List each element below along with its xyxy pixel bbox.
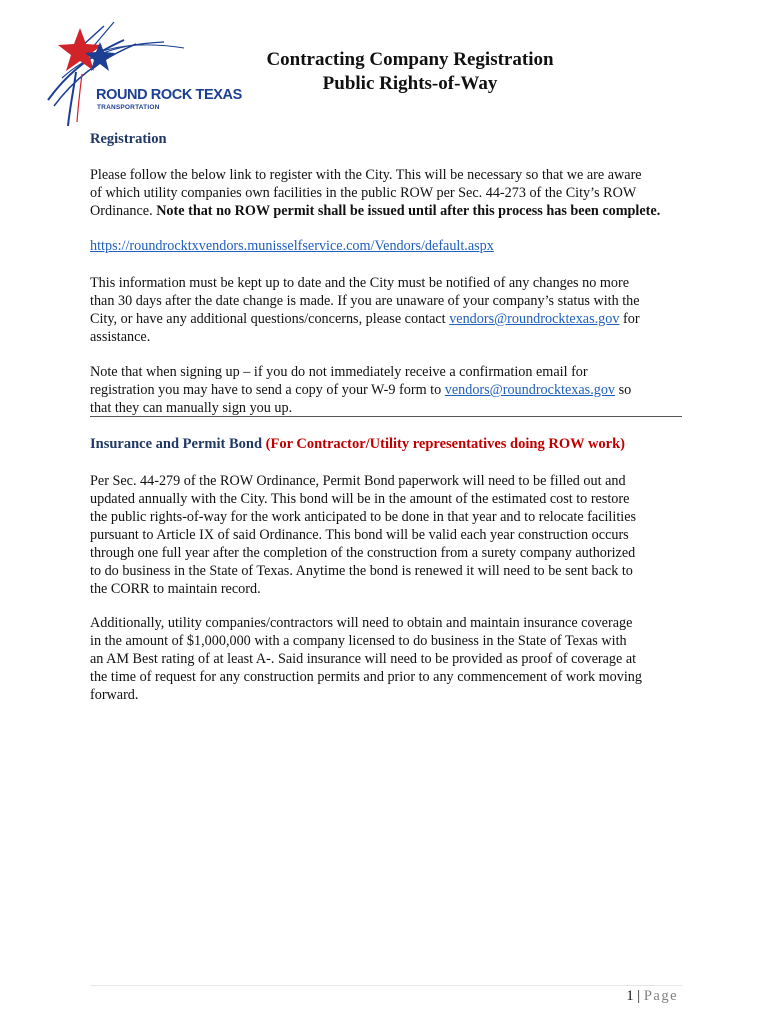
- page-title: Contracting Company Registration: [266, 49, 554, 70]
- text-line: Note that when signing up – if you do not immediately receive a confirmation email for: [90, 364, 588, 380]
- text-span: for: [619, 311, 640, 327]
- page-footer: [626, 988, 678, 1005]
- text-line: This information must be kept up to date and the City must be notified of any changes no more: [90, 275, 630, 291]
- vendors-email-link[interactable]: vendors@roundrocktexas.gov: [444, 382, 616, 398]
- page-number: 1: [626, 988, 634, 1004]
- registration-paragraph-1: [90, 166, 682, 220]
- text-line: updated annually with the City. This bond will be in the amount of the estimated cost to restore: [90, 491, 630, 507]
- page-label: Page: [643, 988, 678, 1004]
- registration-link-paragraph: [90, 237, 682, 255]
- text-line: pursuant to Article IX of said Ordinance. This bond will be valid each year construction occurs: [90, 527, 629, 543]
- text-line: of which utility companies own facilities in the public ROW per Sec. 44-273 of the City’s ROW: [90, 185, 637, 201]
- insurance-paragraph-2: [90, 614, 682, 704]
- text-span: so: [615, 382, 632, 398]
- registration-paragraph-2: [90, 274, 682, 346]
- insurance-heading-text: Insurance and Permit Bond: [90, 436, 263, 452]
- text-line: the CORR to maintain record.: [90, 581, 261, 597]
- vendor-registration-link[interactable]: https://roundrocktxvendors.munisselfservice.com/Vendors/default.aspx: [90, 238, 494, 254]
- star-swoosh-icon: [44, 18, 244, 130]
- text-line: than 30 days after the date change is made. If you are unaware of your company’s status with the: [90, 293, 640, 309]
- text-span: registration you may have to send a copy of your W-9 form to: [90, 382, 445, 398]
- section-divider: [90, 416, 682, 417]
- permit-notice: Note that no ROW permit shall be issued until after this process has been complete.: [156, 203, 661, 219]
- text-line: to do business in the State of Texas. Anytime the bond is renewed it will need to be sent back to: [90, 563, 633, 579]
- logo-wordmark: ROUND ROCK TEXAS: [96, 87, 242, 103]
- insurance-heading-note: (For Contractor/Utility representatives doing ROW work): [262, 436, 626, 452]
- insurance-heading: [90, 436, 625, 453]
- text-line: assistance.: [90, 329, 151, 345]
- text-line: Additionally, utility companies/contractors will need to obtain and maintain insurance coverage: [90, 615, 633, 631]
- footer-divider: [90, 985, 682, 986]
- vendors-email-link[interactable]: vendors@roundrocktexas.gov: [449, 311, 620, 327]
- text-span: Ordinance.: [90, 203, 157, 219]
- page-separator: |: [633, 988, 644, 1004]
- text-line: the time of request for any construction permits and prior to any commencement of work moving: [90, 669, 642, 685]
- round-rock-logo: [44, 18, 244, 130]
- logo-subtitle: TRANSPORTATION: [97, 104, 160, 111]
- text-line: [90, 310, 682, 328]
- registration-paragraph-3: [90, 363, 682, 417]
- text-line: forward.: [90, 687, 139, 703]
- text-line: in the amount of $1,000,000 with a company licensed to do business in the State of Texas with: [90, 633, 627, 649]
- text-line: Per Sec. 44-279 of the ROW Ordinance, Permit Bond paperwork will need to be filled out and: [90, 473, 626, 489]
- text-line: the public rights-of-way for the work anticipated to be done in that year and to relocate facilities: [90, 509, 637, 525]
- text-line: an AM Best rating of at least A-. Said insurance will need to be provided as proof of coverage at: [90, 651, 637, 667]
- text-line: that they can manually sign you up.: [90, 400, 293, 416]
- text-line: [90, 381, 682, 399]
- registration-heading: Registration: [90, 131, 167, 147]
- text-line: through one full year after the completion of the construction from a surety company authorized: [90, 545, 636, 561]
- insurance-paragraph-1: [90, 472, 682, 598]
- text-span: City, or have any additional questions/concerns, please contact: [90, 311, 450, 327]
- text-line: [90, 202, 682, 220]
- text-line: Please follow the below link to register with the City. This will be necessary so that we are aware: [90, 167, 642, 183]
- page-subtitle: Public Rights-of-Way: [322, 73, 498, 94]
